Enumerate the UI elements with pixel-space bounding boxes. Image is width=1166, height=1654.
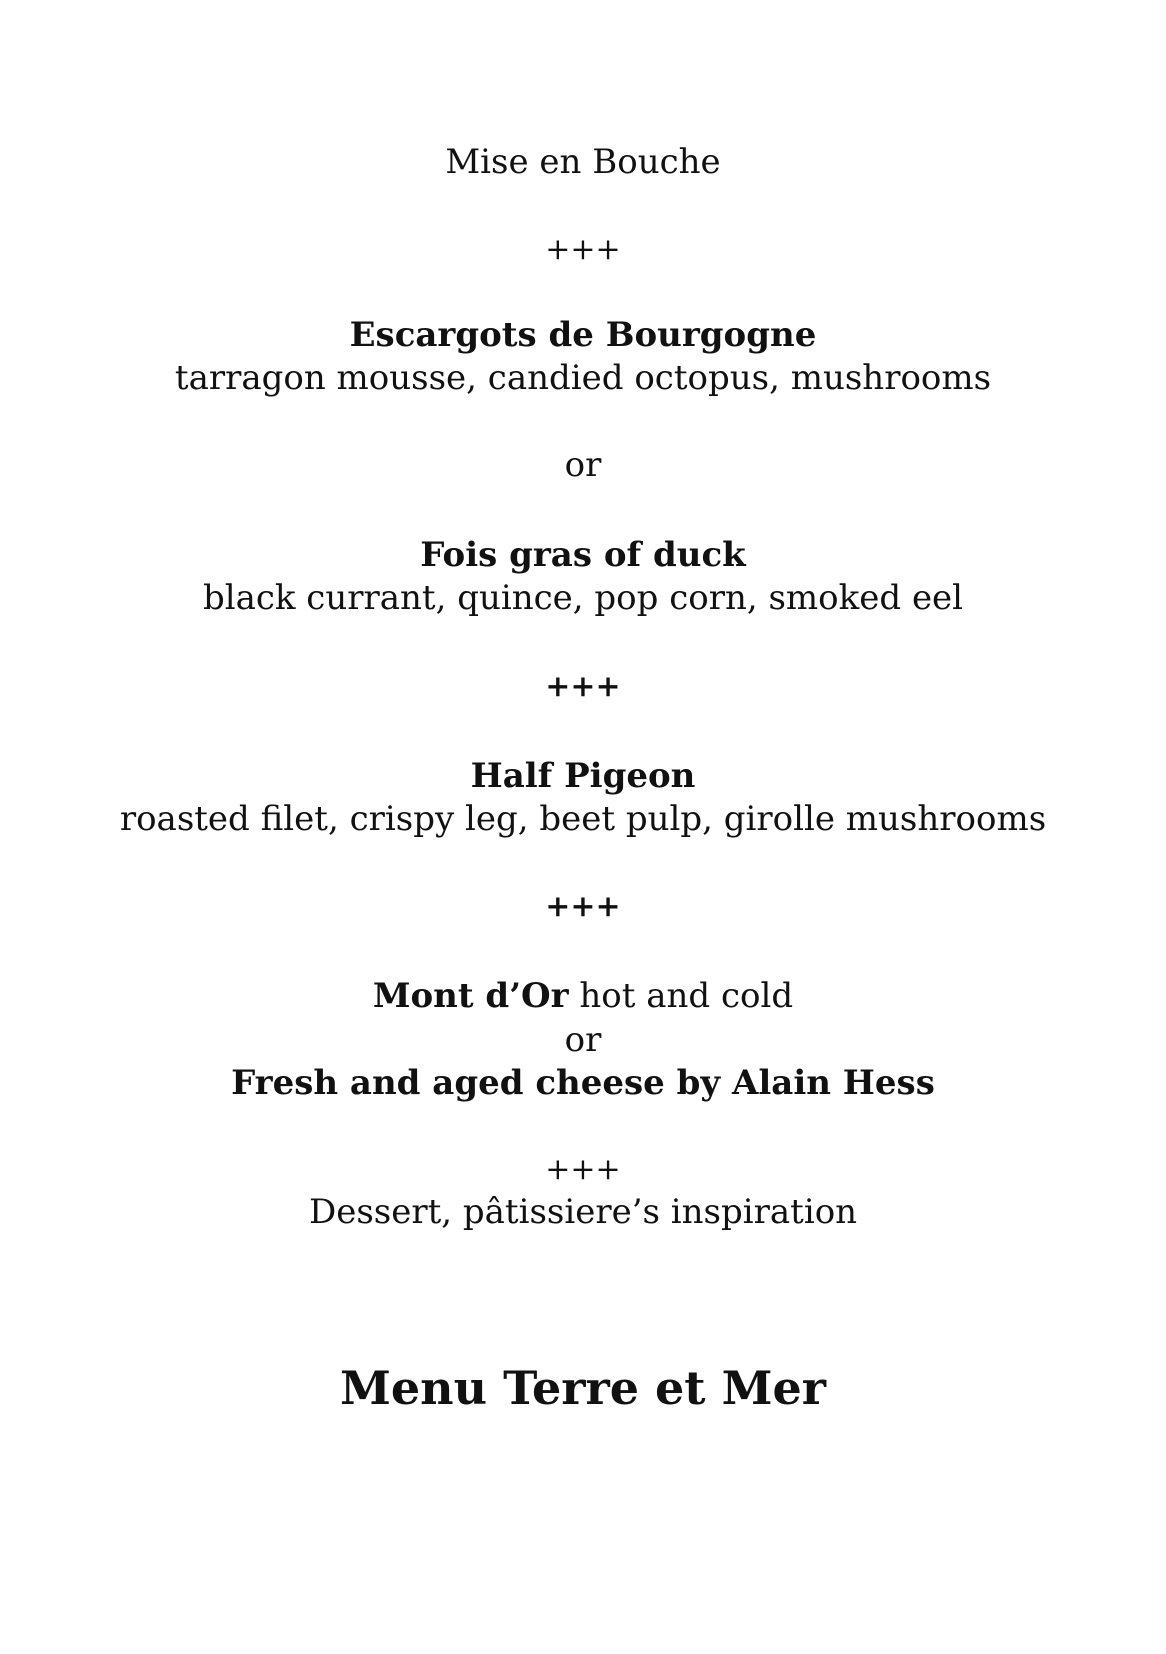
- menu-title: Menu Terre et Mer: [339, 1361, 826, 1415]
- separator-1: +++: [545, 232, 621, 267]
- dessert: Dessert, pâtissiere’s inspiration: [308, 1192, 858, 1232]
- amuse-bouche: Mise en Bouche: [445, 142, 721, 182]
- starter-1-description: tarragon mousse, candied octopus, mushrooms: [174, 358, 992, 398]
- or-divider-1: or: [564, 445, 602, 485]
- cheese-1-description: hot and cold: [568, 976, 794, 1016]
- starter-2-name: Fois gras of duck: [420, 535, 746, 575]
- main-course-name: Half Pigeon: [470, 756, 696, 796]
- separator-3: +++: [545, 889, 621, 924]
- main-course-description: roasted filet, crispy leg, beet pulp, girolle mushrooms: [119, 799, 1047, 839]
- or-divider-2: or: [564, 1020, 602, 1060]
- cheese-option-1: [0, 976, 1166, 1016]
- starter-1-name: Escargots de Bourgogne: [349, 315, 817, 355]
- separator-2: +++: [545, 669, 621, 704]
- starter-2-description: black currant, quince, pop corn, smoked eel: [202, 578, 964, 618]
- separator-4: +++: [545, 1152, 621, 1187]
- cheese-1-name: Mont d’Or: [372, 976, 569, 1016]
- cheese-option-2: Fresh and aged cheese by Alain Hess: [231, 1063, 935, 1103]
